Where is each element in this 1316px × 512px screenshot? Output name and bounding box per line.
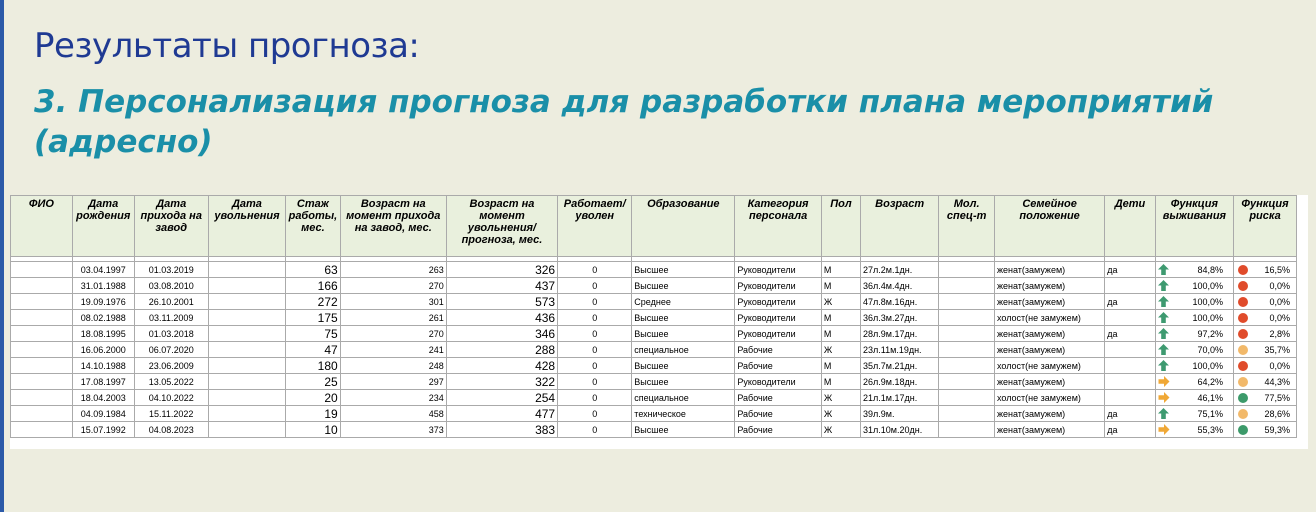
- young-specialist-cell: [939, 342, 995, 358]
- age-at-forecast-cell: 383: [446, 422, 557, 438]
- young-specialist-cell: [939, 326, 995, 342]
- education-cell: Высшее: [632, 374, 735, 390]
- column-header: Стаж работы, мес.: [286, 196, 341, 257]
- column-header: Возраст на момент прихода на завод, мес.: [340, 196, 446, 257]
- tenure-cell: 166: [286, 278, 341, 294]
- education-cell: Высшее: [632, 326, 735, 342]
- survival-function-cell: [1155, 262, 1233, 278]
- education-cell: Высшее: [632, 358, 735, 374]
- hire-date-cell: 01.03.2018: [134, 326, 208, 342]
- survival-function-cell: [1155, 310, 1233, 326]
- marital-status-cell: женат(замужем): [994, 406, 1104, 422]
- risk-value: 28,6%: [1264, 408, 1290, 419]
- column-header: ФИО: [11, 196, 73, 257]
- column-header: Категория персонала: [735, 196, 822, 257]
- children-cell: [1105, 310, 1155, 326]
- table-body: [11, 257, 1297, 438]
- forecast-table-container: [10, 195, 1308, 449]
- arrow-up-icon: [1158, 344, 1169, 355]
- education-cell: Высшее: [632, 262, 735, 278]
- risk-indicator-icon: [1238, 361, 1248, 371]
- education-cell: специальное: [632, 342, 735, 358]
- arrow-up-icon: [1158, 328, 1169, 339]
- risk-function-cell: [1234, 342, 1297, 358]
- marital-status-cell: женат(замужем): [994, 326, 1104, 342]
- fio-cell: [11, 262, 73, 278]
- tenure-cell: 75: [286, 326, 341, 342]
- table-row: [11, 310, 1297, 326]
- age-at-forecast-cell: 322: [446, 374, 557, 390]
- risk-function-cell: [1234, 278, 1297, 294]
- survival-value: 100,0%: [1192, 280, 1224, 291]
- risk-indicator-icon: [1238, 329, 1248, 339]
- tenure-cell: 272: [286, 294, 341, 310]
- column-header: Семейное положение: [994, 196, 1104, 257]
- dismissal-date-cell: [208, 422, 285, 438]
- hire-date-cell: 26.10.2001: [134, 294, 208, 310]
- risk-indicator-icon: [1238, 377, 1248, 387]
- column-header: Дата рождения: [72, 196, 134, 257]
- children-cell: да: [1105, 406, 1155, 422]
- risk-value: 2,8%: [1269, 328, 1290, 339]
- birth-date-cell: 18.04.2003: [72, 390, 134, 406]
- age-cell: 21л.1м.17дн.: [861, 390, 939, 406]
- sex-cell: М: [821, 374, 860, 390]
- risk-function-cell: [1234, 358, 1297, 374]
- dismissal-date-cell: [208, 262, 285, 278]
- staff-category-cell: Рабочие: [735, 390, 822, 406]
- sex-cell: Ж: [821, 294, 860, 310]
- risk-indicator-icon: [1238, 345, 1248, 355]
- fio-cell: [11, 278, 73, 294]
- age-at-forecast-cell: 326: [446, 262, 557, 278]
- sex-cell: М: [821, 278, 860, 294]
- age-at-forecast-cell: 477: [446, 406, 557, 422]
- staff-category-cell: Рабочие: [735, 358, 822, 374]
- employment-status-cell: 0: [558, 406, 632, 422]
- staff-category-cell: Руководители: [735, 278, 822, 294]
- tenure-cell: 63: [286, 262, 341, 278]
- age-at-forecast-cell: 428: [446, 358, 557, 374]
- staff-category-cell: Рабочие: [735, 422, 822, 438]
- survival-value: 84,8%: [1197, 264, 1224, 275]
- age-at-forecast-cell: 288: [446, 342, 557, 358]
- hire-date-cell: 23.06.2009: [134, 358, 208, 374]
- fio-cell: [11, 358, 73, 374]
- dismissal-date-cell: [208, 294, 285, 310]
- young-specialist-cell: [939, 262, 995, 278]
- dismissal-date-cell: [208, 406, 285, 422]
- arrow-up-icon: [1158, 408, 1169, 419]
- birth-date-cell: 19.09.1976: [72, 294, 134, 310]
- risk-function-cell: [1234, 422, 1297, 438]
- age-cell: 39л.9м.: [861, 406, 939, 422]
- left-accent-bar: [0, 0, 4, 512]
- column-header: Работает/ уволен: [558, 196, 632, 257]
- risk-function-cell: [1234, 406, 1297, 422]
- sex-cell: Ж: [821, 422, 860, 438]
- age-at-hire-cell: 261: [340, 310, 446, 326]
- age-cell: 27л.2м.1дн.: [861, 262, 939, 278]
- employment-status-cell: 0: [558, 358, 632, 374]
- tenure-cell: 180: [286, 358, 341, 374]
- employment-status-cell: 0: [558, 390, 632, 406]
- survival-function-cell: [1155, 358, 1233, 374]
- arrow-right-icon: [1158, 392, 1170, 403]
- staff-category-cell: Руководители: [735, 326, 822, 342]
- age-cell: 36л.4м.4дн.: [861, 278, 939, 294]
- age-cell: 47л.8м.16дн.: [861, 294, 939, 310]
- fio-cell: [11, 390, 73, 406]
- fio-cell: [11, 310, 73, 326]
- sex-cell: М: [821, 358, 860, 374]
- age-at-hire-cell: 270: [340, 326, 446, 342]
- young-specialist-cell: [939, 294, 995, 310]
- tenure-cell: 175: [286, 310, 341, 326]
- risk-value: 0,0%: [1269, 280, 1290, 291]
- marital-status-cell: холост(не замужем): [994, 358, 1104, 374]
- hire-date-cell: 03.08.2010: [134, 278, 208, 294]
- table-row: [11, 326, 1297, 342]
- risk-function-cell: [1234, 262, 1297, 278]
- column-header: Возраст на момент увольнения/ прогноза, мес.: [446, 196, 557, 257]
- table-row: [11, 374, 1297, 390]
- sex-cell: М: [821, 262, 860, 278]
- age-at-forecast-cell: 254: [446, 390, 557, 406]
- survival-value: 100,0%: [1192, 312, 1224, 323]
- age-at-hire-cell: 373: [340, 422, 446, 438]
- staff-category-cell: Рабочие: [735, 342, 822, 358]
- risk-value: 44,3%: [1264, 376, 1290, 387]
- sex-cell: Ж: [821, 406, 860, 422]
- education-cell: Высшее: [632, 278, 735, 294]
- column-header: Функция риска: [1234, 196, 1297, 257]
- children-cell: [1105, 342, 1155, 358]
- age-cell: 36л.3м.27дн.: [861, 310, 939, 326]
- column-header: Дата увольнения: [208, 196, 285, 257]
- birth-date-cell: 17.08.1997: [72, 374, 134, 390]
- column-header: Дата прихода на завод: [134, 196, 208, 257]
- table-row: [11, 342, 1297, 358]
- fio-cell: [11, 374, 73, 390]
- risk-indicator-icon: [1238, 281, 1248, 291]
- dismissal-date-cell: [208, 278, 285, 294]
- survival-function-cell: [1155, 342, 1233, 358]
- age-at-hire-cell: 458: [340, 406, 446, 422]
- employment-status-cell: 0: [558, 278, 632, 294]
- hire-date-cell: 03.11.2009: [134, 310, 208, 326]
- age-cell: 26л.9м.18дн.: [861, 374, 939, 390]
- table-row: [11, 406, 1297, 422]
- tenure-cell: 19: [286, 406, 341, 422]
- survival-function-cell: [1155, 278, 1233, 294]
- age-at-forecast-cell: 346: [446, 326, 557, 342]
- education-cell: техническое: [632, 406, 735, 422]
- fio-cell: [11, 326, 73, 342]
- young-specialist-cell: [939, 422, 995, 438]
- marital-status-cell: женат(замужем): [994, 278, 1104, 294]
- young-specialist-cell: [939, 358, 995, 374]
- risk-value: 16,5%: [1264, 264, 1290, 275]
- children-cell: да: [1105, 326, 1155, 342]
- risk-value: 35,7%: [1264, 344, 1290, 355]
- risk-value: 59,3%: [1264, 424, 1290, 435]
- risk-indicator-icon: [1238, 313, 1248, 323]
- table-header-row: [11, 196, 1297, 257]
- risk-function-cell: [1234, 310, 1297, 326]
- age-cell: 35л.7м.21дн.: [861, 358, 939, 374]
- hire-date-cell: 01.03.2019: [134, 262, 208, 278]
- education-cell: Высшее: [632, 310, 735, 326]
- sex-cell: М: [821, 310, 860, 326]
- risk-value: 0,0%: [1269, 360, 1290, 371]
- birth-date-cell: 16.06.2000: [72, 342, 134, 358]
- birth-date-cell: 31.01.1988: [72, 278, 134, 294]
- children-cell: [1105, 358, 1155, 374]
- column-header: Мол. спец-т: [939, 196, 995, 257]
- survival-value: 100,0%: [1192, 360, 1224, 371]
- age-at-forecast-cell: 437: [446, 278, 557, 294]
- dismissal-date-cell: [208, 310, 285, 326]
- marital-status-cell: женат(замужем): [994, 342, 1104, 358]
- hire-date-cell: 04.10.2022: [134, 390, 208, 406]
- arrow-right-icon: [1158, 376, 1170, 387]
- education-cell: Высшее: [632, 422, 735, 438]
- age-at-forecast-cell: 573: [446, 294, 557, 310]
- children-cell: [1105, 278, 1155, 294]
- dismissal-date-cell: [208, 374, 285, 390]
- risk-function-cell: [1234, 326, 1297, 342]
- risk-indicator-icon: [1238, 393, 1248, 403]
- children-cell: [1105, 374, 1155, 390]
- sex-cell: М: [821, 326, 860, 342]
- children-cell: да: [1105, 294, 1155, 310]
- young-specialist-cell: [939, 278, 995, 294]
- age-cell: 28л.9м.17дн.: [861, 326, 939, 342]
- employment-status-cell: 0: [558, 294, 632, 310]
- age-at-hire-cell: 270: [340, 278, 446, 294]
- risk-value: 77,5%: [1264, 392, 1290, 403]
- table-row: [11, 390, 1297, 406]
- risk-function-cell: [1234, 294, 1297, 310]
- birth-date-cell: 14.10.1988: [72, 358, 134, 374]
- tenure-cell: 10: [286, 422, 341, 438]
- sex-cell: Ж: [821, 342, 860, 358]
- hire-date-cell: 06.07.2020: [134, 342, 208, 358]
- table-row: [11, 262, 1297, 278]
- risk-indicator-icon: [1238, 409, 1248, 419]
- survival-function-cell: [1155, 422, 1233, 438]
- marital-status-cell: холост(не замужем): [994, 390, 1104, 406]
- arrow-up-icon: [1158, 264, 1169, 275]
- tenure-cell: 25: [286, 374, 341, 390]
- fio-cell: [11, 342, 73, 358]
- employment-status-cell: 0: [558, 422, 632, 438]
- survival-value: 75,1%: [1197, 408, 1224, 419]
- staff-category-cell: Рабочие: [735, 406, 822, 422]
- dismissal-date-cell: [208, 358, 285, 374]
- age-at-hire-cell: 234: [340, 390, 446, 406]
- birth-date-cell: 03.04.1997: [72, 262, 134, 278]
- birth-date-cell: 08.02.1988: [72, 310, 134, 326]
- hire-date-cell: 15.11.2022: [134, 406, 208, 422]
- table-row: [11, 294, 1297, 310]
- forecast-table: [10, 195, 1297, 438]
- age-at-hire-cell: 248: [340, 358, 446, 374]
- staff-category-cell: Руководители: [735, 294, 822, 310]
- employment-status-cell: 0: [558, 310, 632, 326]
- dismissal-date-cell: [208, 342, 285, 358]
- column-header: Образование: [632, 196, 735, 257]
- young-specialist-cell: [939, 390, 995, 406]
- survival-function-cell: [1155, 374, 1233, 390]
- education-cell: специальное: [632, 390, 735, 406]
- birth-date-cell: 15.07.1992: [72, 422, 134, 438]
- survival-value: 100,0%: [1192, 296, 1224, 307]
- employment-status-cell: 0: [558, 374, 632, 390]
- column-header: Пол: [821, 196, 860, 257]
- sex-cell: Ж: [821, 390, 860, 406]
- risk-indicator-icon: [1238, 425, 1248, 435]
- fio-cell: [11, 422, 73, 438]
- staff-category-cell: Руководители: [735, 374, 822, 390]
- young-specialist-cell: [939, 406, 995, 422]
- marital-status-cell: женат(замужем): [994, 262, 1104, 278]
- employment-status-cell: 0: [558, 326, 632, 342]
- children-cell: да: [1105, 422, 1155, 438]
- arrow-up-icon: [1158, 280, 1169, 291]
- age-at-hire-cell: 297: [340, 374, 446, 390]
- survival-function-cell: [1155, 406, 1233, 422]
- staff-category-cell: Руководители: [735, 310, 822, 326]
- survival-value: 64,2%: [1197, 376, 1224, 387]
- birth-date-cell: 04.09.1984: [72, 406, 134, 422]
- risk-function-cell: [1234, 374, 1297, 390]
- arrow-up-icon: [1158, 296, 1169, 307]
- arrow-up-icon: [1158, 312, 1169, 323]
- survival-function-cell: [1155, 294, 1233, 310]
- dismissal-date-cell: [208, 326, 285, 342]
- table-row: [11, 278, 1297, 294]
- survival-value: 97,2%: [1197, 328, 1224, 339]
- hire-date-cell: 13.05.2022: [134, 374, 208, 390]
- children-cell: да: [1105, 262, 1155, 278]
- arrow-right-icon: [1158, 424, 1170, 435]
- page-title: Результаты прогноза:: [34, 26, 420, 66]
- survival-function-cell: [1155, 390, 1233, 406]
- survival-value: 70,0%: [1197, 344, 1224, 355]
- survival-value: 46,1%: [1197, 392, 1224, 403]
- survival-value: 55,3%: [1197, 424, 1224, 435]
- age-at-hire-cell: 263: [340, 262, 446, 278]
- dismissal-date-cell: [208, 390, 285, 406]
- age-at-forecast-cell: 436: [446, 310, 557, 326]
- column-header: Функция выживания: [1155, 196, 1233, 257]
- tenure-cell: 47: [286, 342, 341, 358]
- risk-function-cell: [1234, 390, 1297, 406]
- marital-status-cell: женат(замужем): [994, 294, 1104, 310]
- education-cell: Среднее: [632, 294, 735, 310]
- survival-function-cell: [1155, 326, 1233, 342]
- column-header: Дети: [1105, 196, 1155, 257]
- fio-cell: [11, 406, 73, 422]
- age-cell: 31л.10м.20дн.: [861, 422, 939, 438]
- young-specialist-cell: [939, 374, 995, 390]
- risk-indicator-icon: [1238, 297, 1248, 307]
- birth-date-cell: 18.08.1995: [72, 326, 134, 342]
- table-row: [11, 422, 1297, 438]
- tenure-cell: 20: [286, 390, 341, 406]
- risk-value: 0,0%: [1269, 296, 1290, 307]
- arrow-up-icon: [1158, 360, 1169, 371]
- staff-category-cell: Руководители: [735, 262, 822, 278]
- children-cell: [1105, 390, 1155, 406]
- page-subtitle: 3. Персонализация прогноза для разработки плана мероприятий (адресно): [34, 84, 1214, 160]
- age-at-hire-cell: 241: [340, 342, 446, 358]
- age-cell: 23л.11м.19дн.: [861, 342, 939, 358]
- young-specialist-cell: [939, 310, 995, 326]
- risk-value: 0,0%: [1269, 312, 1290, 323]
- employment-status-cell: 0: [558, 262, 632, 278]
- marital-status-cell: холост(не замужем): [994, 310, 1104, 326]
- risk-indicator-icon: [1238, 265, 1248, 275]
- table-row: [11, 358, 1297, 374]
- marital-status-cell: женат(замужем): [994, 374, 1104, 390]
- age-at-hire-cell: 301: [340, 294, 446, 310]
- employment-status-cell: 0: [558, 342, 632, 358]
- column-header: Возраст: [861, 196, 939, 257]
- fio-cell: [11, 294, 73, 310]
- hire-date-cell: 04.08.2023: [134, 422, 208, 438]
- marital-status-cell: женат(замужем): [994, 422, 1104, 438]
